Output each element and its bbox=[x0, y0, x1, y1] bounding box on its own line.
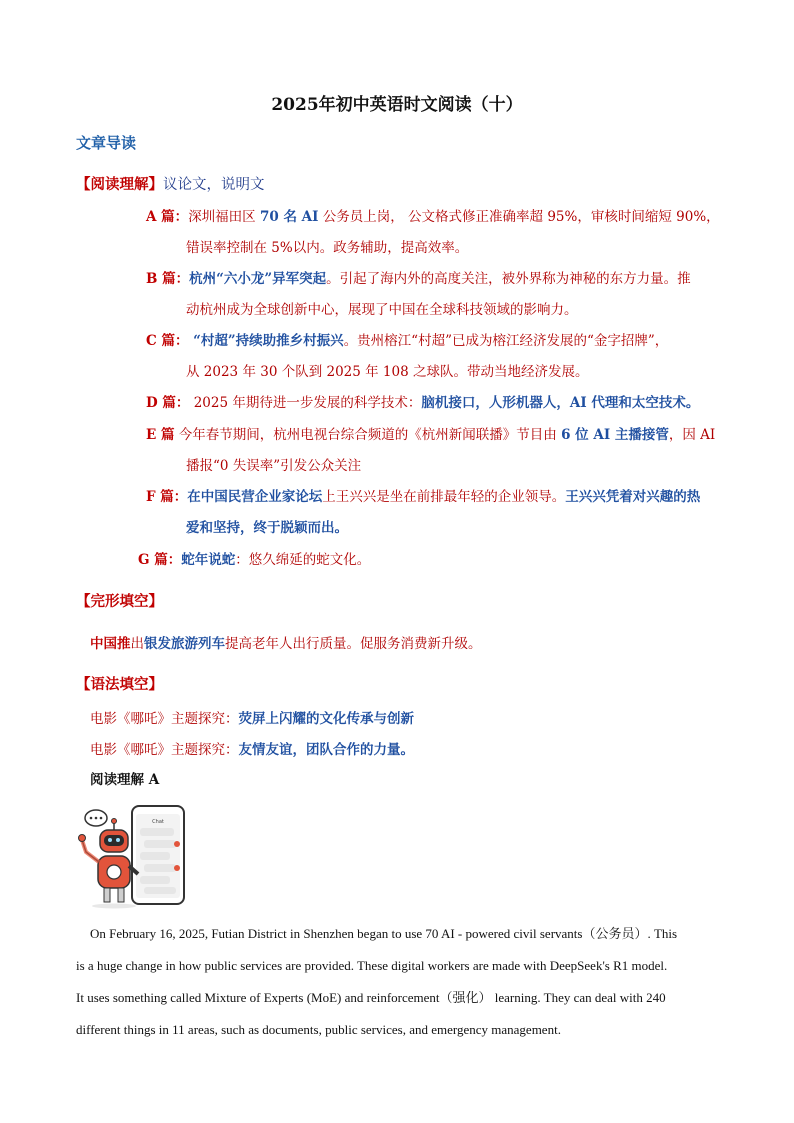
guide-heading: 文章导读 bbox=[76, 134, 137, 152]
grammar-line-1 bbox=[90, 707, 414, 727]
item-text: 。贵州榕江“村超”已成为榕江经济发展的“金字招牌”， bbox=[343, 333, 669, 349]
item-text: 公务员上岗， 公文格式修正准确率超 95%，审核时间缩短 90%， bbox=[318, 209, 720, 225]
grammar-highlight: 荧屏上闪耀的文化传承与创新 bbox=[238, 711, 414, 727]
item-highlight: 在中国民营企业家论坛 bbox=[187, 489, 323, 505]
item-text: 深圳福田区 bbox=[188, 209, 260, 225]
reading-genre: 议论文，说明文 bbox=[163, 177, 265, 193]
item-tag: B 篇： bbox=[146, 271, 190, 287]
item-tag: C 篇： bbox=[146, 333, 189, 349]
phone-label: Chat bbox=[152, 819, 164, 825]
passage-a bbox=[76, 918, 718, 1046]
item-tag: A 篇： bbox=[146, 209, 189, 225]
reading-a-heading: 阅读理解 A bbox=[90, 772, 160, 788]
cloze-highlight: 银发旅游列车 bbox=[144, 636, 225, 652]
item-text-cont: 播报“0 失误率”引发公众关注 bbox=[186, 458, 362, 474]
cloze-text-b: 出 bbox=[130, 636, 144, 652]
cloze-line bbox=[90, 632, 482, 652]
item-highlight: 6 位 AI 主播接管 bbox=[561, 427, 669, 443]
item-highlight: “村超”持续助推乡村振兴 bbox=[188, 333, 344, 349]
cloze-heading: 【完形填空】 bbox=[76, 593, 163, 610]
reading-item-b bbox=[146, 264, 731, 326]
reading-heading bbox=[76, 173, 265, 194]
item-text: 。引起了海内外的高度关注，被外界称为神秘的东方力量。推 bbox=[326, 271, 691, 287]
reading-item-c bbox=[146, 326, 731, 388]
cloze-text-d: 提高老年人出行质量。促服务消费新升级。 bbox=[225, 636, 482, 652]
item-text-cont: 从 2023 年 30 个队到 2025 年 108 之球队。带动当地经济发展。 bbox=[186, 364, 589, 380]
item-highlight: 70 名 AI bbox=[259, 209, 319, 225]
reading-item-a bbox=[146, 202, 731, 264]
grammar-heading: 【语法填空】 bbox=[76, 676, 163, 693]
passage-line: is a huge change in how public services are provided. These digital workers are made with DeepSeek's R1 model. bbox=[76, 958, 668, 973]
passage-line: It uses something called Mixture of Experts (MoE) and reinforcement（强化） learning. They can deal with 240 bbox=[76, 990, 666, 1005]
grammar-text: 电影《哪吒》主题探究： bbox=[90, 742, 239, 758]
grammar-highlight: 友情友谊，团队合作的力量。 bbox=[238, 742, 414, 758]
item-highlight: 王兴兴凭着对兴趣的热 bbox=[565, 489, 701, 505]
item-text: 2025 年期待进一步发展的科学技术： bbox=[189, 395, 422, 411]
item-text: ：悠久绵延的蛇文化。 bbox=[235, 552, 371, 568]
page-title: 2025年初中英语时文阅读（十） bbox=[271, 95, 523, 115]
item-text: 上王兴兴是坐在前排最年轻的企业领导。 bbox=[322, 489, 566, 505]
reading-item-d bbox=[146, 388, 731, 419]
reading-item-f bbox=[146, 482, 731, 544]
grammar-text: 电影《哪吒》主题探究： bbox=[90, 711, 239, 727]
item-text-cont: 动杭州成为全球创新中心，展现了中国在全球科技领域的影响力。 bbox=[186, 302, 578, 318]
passage-line: different things in 11 areas, such as documents, public services, and emergency management. bbox=[76, 1022, 561, 1037]
item-tag: E 篇 bbox=[146, 427, 175, 443]
item-highlight: 脑机接口，人形机器人，AI 代理和太空技术。 bbox=[421, 395, 700, 411]
reading-item-e bbox=[146, 420, 731, 482]
item-text-cont: 错误率控制在 5%以内。政务辅助，提高效率。 bbox=[186, 240, 469, 256]
robot-phone-illustration bbox=[74, 800, 194, 910]
passage-line: On February 16, 2025, Futian District in Shenzhen began to use 70 AI - powered civil servants（公务员）. This bbox=[90, 926, 678, 941]
item-highlight: 蛇年说蛇 bbox=[181, 552, 236, 568]
item-tag: G 篇： bbox=[138, 552, 182, 568]
item-text-cont: 爱和坚持，终于脱颖而出。 bbox=[186, 520, 348, 536]
item-tag: F 篇： bbox=[146, 489, 188, 505]
item-tag: D 篇： bbox=[146, 395, 190, 411]
grammar-line-2 bbox=[90, 738, 414, 758]
reading-item-g bbox=[138, 545, 723, 576]
reading-heading-label: 【阅读理解】 bbox=[76, 176, 163, 193]
item-text: ，因 AI bbox=[668, 427, 716, 443]
item-text: 今年春节期间，杭州电视台综合频道的《杭州新闻联播》节目由 bbox=[174, 427, 562, 443]
cloze-text-a: 中国推 bbox=[90, 636, 131, 652]
item-highlight: 杭州“六小龙”异军突起 bbox=[189, 271, 327, 287]
